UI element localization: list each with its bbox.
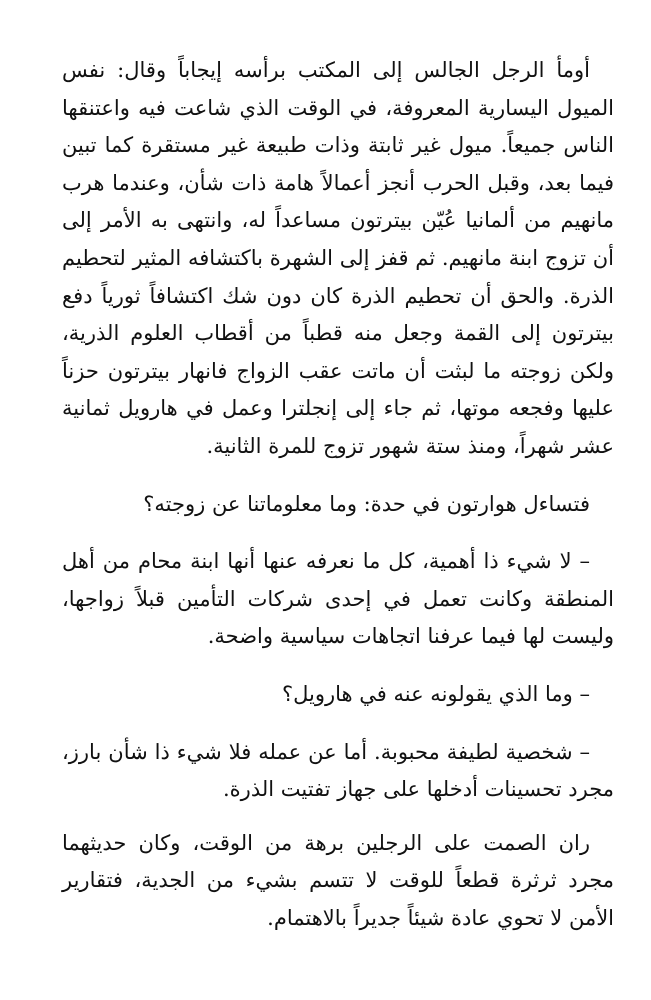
paragraph-5: – شخصية لطيفة محبوبة. أما عن عمله فلا شيء ذا شأن بارز، مجرد تحسينات أدخلها على جهاز تفتيت الذرة. [62,739,614,802]
paragraph-6: ران الصمت على الرجلين برهة من الوقت، وكان حديثهما مجرد ثرثرة قطعاً للوقت لا تتسم بشيء من الجدية، فتقارير الأمن لا تحوي عادة شيئاً جديراً بالاهتمام. [62,830,614,930]
paragraph-2: فتساءل هوارتون في حدة: وما معلوماتنا عن زوجته؟ [143,491,590,516]
paragraph-4: – وما الذي يقولونه عنه في هارويل؟ [281,681,590,706]
paragraph-3: – لا شيء ذا أهمية، كل ما نعرفه عنها أنها ابنة محام من أهل المنطقة وكانت تعمل في إحدى شركات التأمين قبلاً زواجها، وليست لها فيما عرفنا اتجاهات سياسية واضحة. [62,549,614,649]
book-page [62,52,614,937]
paragraph-1: أومأ الرجل الجالس إلى المكتب برأسه إيجاباً وقال: نفس الميول اليسارية المعروفة، في الوقت الذي شاعت فيه واعتنقها الناس جميعاً. ميول غير ثابتة وذات طبيعة غير مستقرة كما تبين فيما بعد، وقبل الحرب أنجز أعمالاً هامة ذات شأن، وعندما هرب مانهيم من ألمانيا عُيّن بيترتون مساعداً له، وانتهى به الأمر إلى أن تزوج ابنة مانهيم. ثم قفز إلى الشهرة باكتشافه المثير لتحطيم الذرة. والحق أن تحطيم الذرة كان دون شك اكتشافاً ثورياً دفع بيترتون إلى القمة وجعل منه قطباً من أقطاب العلوم الذرية، ولكن زوجته ما لبثت أن ماتت عقب الزواج فانهار بيترتون حزناً عليها وفجعه موتها، ثم جاء إلى إنجلترا وعمل في هارويل ثمانية عشر شهراً، ومنذ ستة شهور تزوج للمرة الثانية. [62,58,614,458]
